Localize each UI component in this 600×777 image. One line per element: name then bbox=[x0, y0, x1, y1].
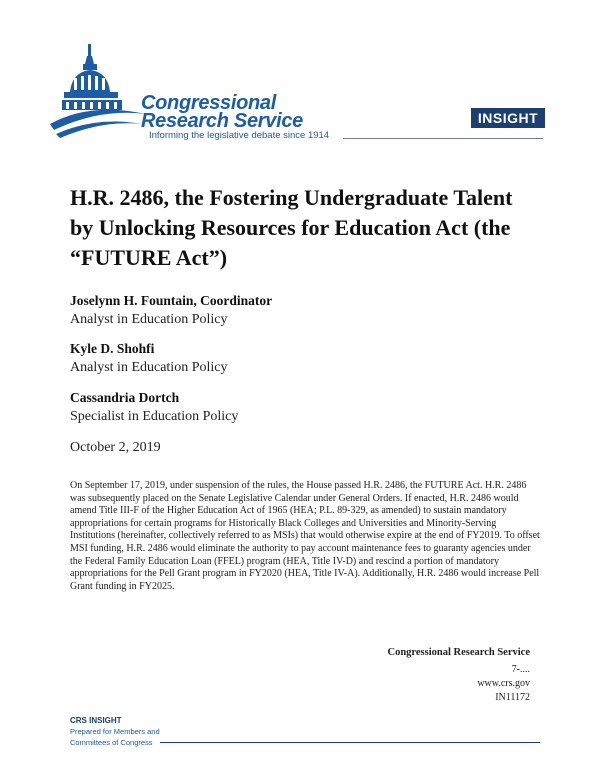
crs-name: Congressional Research Service bbox=[387, 647, 530, 658]
logo-tagline: Informing the legislative debate since 1914 bbox=[149, 130, 330, 141]
crs-website-link[interactable]: www.crs.gov bbox=[477, 678, 530, 689]
footer-label: CRS INSIGHT bbox=[70, 716, 122, 725]
document-title: H.R. 2486, the Fostering Undergraduate Talent by Unlocking Resources for Education Act (the “FUTURE Act”) bbox=[70, 185, 513, 270]
footer-prepared-line2: Committees of Congress bbox=[70, 738, 153, 747]
summary-paragraph: On September 17, 2019, under suspension of the rules, the House passed H.R. 2486, the FUTURE Act. H.R. 2486 was subsequently placed on the Senate Legislative Calendar under General Orders. If enacted, H.R. 2486 would amend Title III-F of the Higher Education Act of 1965 (HEA; P.L. 89-329, as amended) to sustain mandatory appropriations for certain programs for Historically Black Colleges and Universities and Minority-Serving Institutions (hereinafter, collectively referred to as MSIs) that would otherwise expire at the end of FY2019. To offset MSI funding, H.R. 2486 would eliminate the authority to pay account maintenance fees to guaranty agencies under the Federal Family Education Loan (FFEL) program (HEA, Title IV-D) and rescind a portion of mandatory appropriations for the Pell Grant program in FY2020 (HEA, Title IV-A). Additionally, H.R. 2486 would increase Pell Grant funding in FY2025. bbox=[70, 480, 540, 592]
publication-date: October 2, 2019 bbox=[70, 440, 161, 455]
author-role: Specialist in Education Policy bbox=[70, 409, 239, 424]
author-name: Kyle D. Shohfi bbox=[70, 341, 155, 356]
logo-title-line1: Congressional bbox=[141, 92, 277, 114]
header-divider bbox=[343, 138, 543, 139]
crs-report-number: 7-.... bbox=[511, 664, 530, 675]
footer-divider bbox=[160, 742, 540, 743]
footer-prepared-line1: Prepared for Members and bbox=[70, 727, 160, 736]
insight-badge: INSIGHT bbox=[471, 108, 545, 128]
capitol-dome-logo-icon bbox=[50, 44, 146, 140]
author-name: Cassandria Dortch bbox=[70, 390, 180, 405]
logo-title-line2: Research Service bbox=[141, 110, 303, 132]
author-role: Analyst in Education Policy bbox=[70, 360, 228, 375]
author-role: Analyst in Education Policy bbox=[70, 312, 228, 327]
author-name: Joselynn H. Fountain, Coordinator bbox=[70, 293, 273, 308]
crs-report-id: IN11172 bbox=[495, 692, 530, 703]
